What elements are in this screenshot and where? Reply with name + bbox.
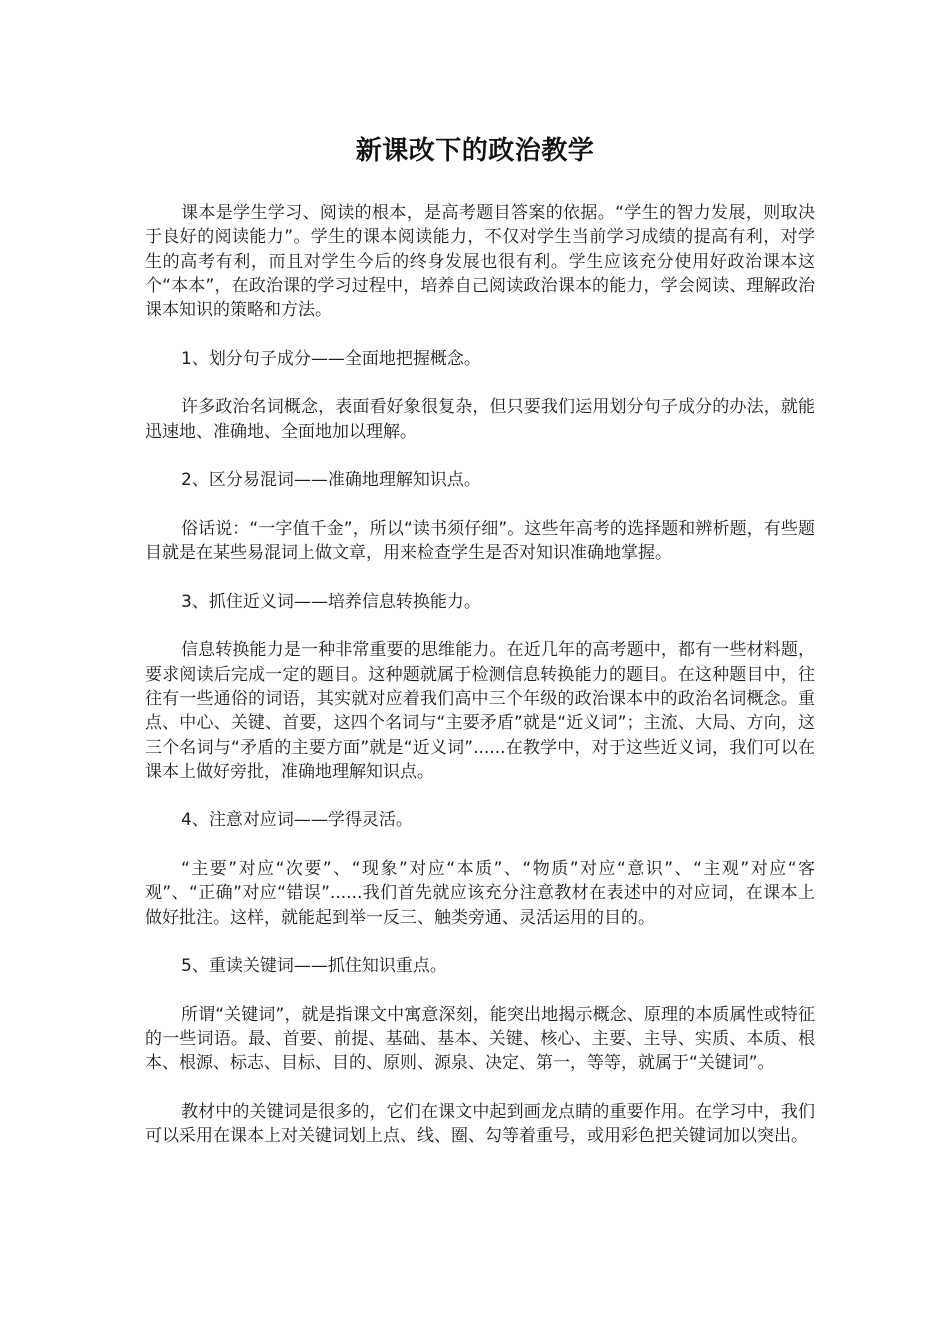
section-paragraph-5: 所谓“关键词”，就是指课文中寓意深刻，能突出地揭示概念、原理的本质属性或特征的一些词语。最、首要、前提、基础、基本、关键、核心、主要、主导、实质、本质、根本、根源、标志、目标、目的、原则、源泉、决定、第一，等等，就属于“关键词”。 — [145, 1004, 815, 1074]
section-heading-3: 3、抓住近义词——培养信息转换能力。 — [181, 591, 481, 612]
section-heading-1: 1、划分句子成分——全面地把握概念。 — [181, 348, 481, 369]
document-body — [145, 201, 815, 1173]
section-paragraph-3: 信息转换能力是一种非常重要的思维能力。在近几年的高考题中，都有一些材料题，要求阅读后完成一定的题目。这种题就属于检测信息转换能力的题目。在这种题目中，往往有一些通俗的词语，其实就对应着我们高中三个年级的政治课本中的政治名词概念。重点、中心、关键、首要，这四个名词与“主要矛盾”就是“近义词”；主流、大局、方向，这三个名词与“矛盾的主要方面”就是“近义词”......在教学中，对于这些近义词，我们可以在课本上做好旁批，准确地理解知识点。 — [145, 640, 815, 782]
section-paragraph-2: 俗话说：“一字值千金”，所以“读书须仔细”。这些年高考的选择题和辨析题，有些题目就是在某些易混词上做文章，用来检查学生是否对知识准确地掌握。 — [145, 518, 815, 564]
section-paragraph-1: 许多政治名词概念，表面看好象很复杂，但只要我们运用划分句子成分的办法，就能迅速地、准确地、全面地加以理解。 — [145, 397, 815, 442]
section-heading-5: 5、重读关键词——抓住知识重点。 — [181, 956, 447, 977]
intro-paragraph: 课本是学生学习、阅读的根本，是高考题目答案的依据。“学生的智力发展，则取决于良好的阅读能力”。学生的课本阅读能力，不仅对学生当前学习成绩的提高有利，对学生的高考有利，而且对学生今后的终身发展也很有利。学生应该充分使用好政治课本这个“本本”，在政治课的学习过程中，培养自己阅读政治课本的能力，学会阅读、理解政治课本知识的策略和方法。 — [145, 203, 815, 321]
section-heading-2: 2、区分易混词——准确地理解知识点。 — [181, 470, 481, 491]
section-paragraph-4: “主要”对应“次要”、“现象”对应“本质”、“物质”对应“意识”、“主观”对应“客观”、“正确”对应“错误”......我们首先就应该充分注意教材在表述中的对应词，在课本上做好批注。这样，就能起到举一反三、触类旁通、灵活运用的目的。 — [145, 859, 815, 928]
closing-paragraph: 教材中的关键词是很多的，它们在课文中起到画龙点睛的重要作用。在学习中，我们可以采用在课本上对关键词划上点、线、圈、勾等着重号，或用彩色把关键词加以突出。 — [145, 1101, 815, 1147]
document-title: 新课改下的政治教学 — [355, 136, 595, 166]
section-heading-4: 4、注意对应词——学得灵活。 — [181, 810, 413, 831]
